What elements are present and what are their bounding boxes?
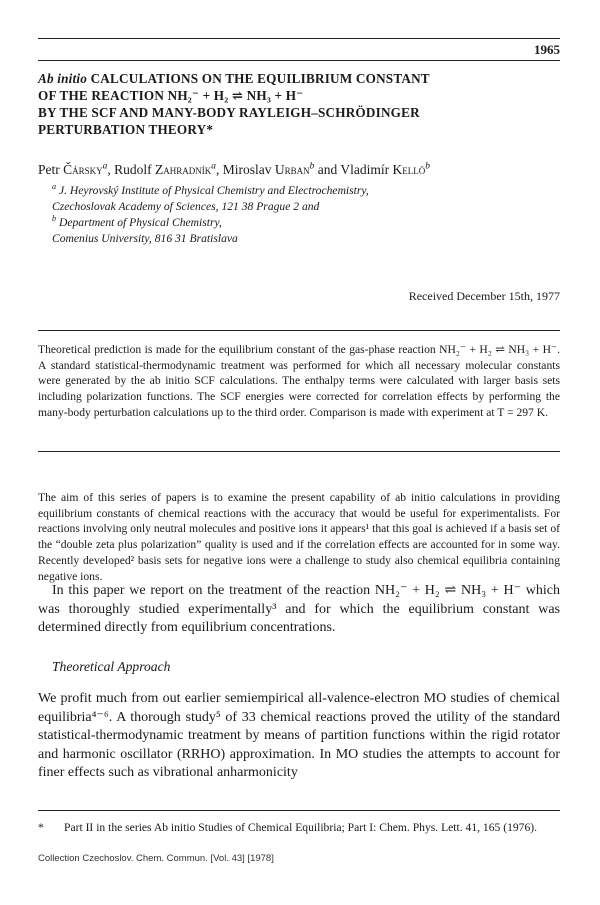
- title-line4: PERTURBATION THEORY*: [38, 122, 214, 137]
- footnote: [38, 820, 560, 836]
- title-line2: OF THE REACTION NH₂⁻ + H₂ ⇌ NH₃ + H⁻: [38, 88, 304, 103]
- author-last: Kellö: [392, 162, 426, 177]
- author-separator: and: [314, 162, 341, 177]
- paper-title: [38, 70, 558, 138]
- author-separator: ,: [107, 162, 115, 177]
- journal-citation: Collection Czechoslov. Chem. Commun. [Vol. 43] [1978]: [38, 853, 274, 864]
- affiliations: [52, 183, 369, 247]
- author-affiliation-mark: a: [102, 161, 108, 172]
- author-affiliation-mark: b: [309, 161, 315, 172]
- author-last: Urban: [274, 162, 310, 177]
- author-first: Vladimír: [340, 162, 390, 177]
- author-separator: ,: [215, 162, 223, 177]
- affiliation-a-line2: Czechoslovak Academy of Sciences, 121 38 Prague 2 and: [52, 200, 320, 213]
- abstract: Theoretical prediction is made for the equilibrium constant of the gas-phase reaction NH₂⁻ + H₂ ⇌ NH₃ + H⁻. A standard statistical-thermodynamic treatment was performed for which all necessary molecular constants were generated by the ab initio SCF calculations. The enthalpy terms were calculated with larger basis sets including polarization functions. The SCF energies were corrected for correlation effects by performing the many-body perturbation calculations up to the third order. Comparison is made with experiment at T = 297 K.: [38, 343, 560, 419]
- abstract-top-rule: [38, 330, 560, 331]
- title-line3: BY THE SCF AND MANY-BODY RAYLEIGH–SCHRÖDINGER: [38, 105, 420, 120]
- body-paragraph-theory: We profit much from out earlier semiempirical all-valence-electron MO studies of chemical equilibria⁴⁻⁶. A thorough study⁵ of 33 chemical reactions proved the utility of the standard statistical-thermodynamic treatment by means of partition functions within the rigid rotator and harmonic oscillator (RRHO) approximation. In MO studies the attempts to account for finer effects such as vibrational anharmonicity: [38, 691, 560, 780]
- author-first: Rudolf: [114, 162, 152, 177]
- author-last: Zahradník: [155, 162, 212, 177]
- intro-paragraph: The aim of this series of papers is to examine the present capability of ab initio calculations in providing equilibrium constants of chemical reactions with the accuracy that would be useful for experimentalists. For reactions involving only neutral molecules and positive ions it appears¹ that this goal is achieved if a basis set of the “double zeta plus polarization” quality is used and if the correlation effects are accounted for in some way. Recently developed² basis sets for negative ions were a challenge to study also chemical equilibria containing negative ions.: [38, 491, 560, 583]
- body-paragraph-text: In this paper we report on the treatment of the reaction NH₂⁻ + H₂ ⇌ NH₃ + H⁻ which was thoroughly studied experimentally³ and for which the equilibrium constant was determined directly from equilibrium concentrations.: [38, 583, 560, 635]
- author-list: [38, 162, 430, 178]
- affiliation-b-line2: Comenius University, 816 31 Bratislava: [52, 232, 238, 245]
- title-italic: Ab initio: [38, 71, 88, 86]
- footnote-mark: *: [38, 821, 44, 834]
- author-first: Miroslav: [222, 162, 272, 177]
- page-number: 1965: [534, 42, 560, 57]
- affiliation-b-line1: Department of Physical Chemistry,: [58, 216, 222, 229]
- affiliation-label-b: b: [52, 214, 57, 224]
- author-first: Petr: [38, 162, 60, 177]
- body-paragraph: [38, 582, 560, 638]
- received-date: Received December 15th, 1977: [408, 289, 560, 303]
- section-heading: Theoretical Approach: [52, 659, 171, 674]
- author-affiliation-mark: a: [211, 161, 216, 172]
- affiliation-a-line1: J. Heyrovský Institute of Physical Chemistry and Electrochemistry,: [58, 184, 369, 197]
- footnote-rule: [38, 810, 560, 811]
- title-line1: CALCULATIONS ON THE EQUILIBRIUM CONSTANT: [90, 71, 430, 86]
- abstract-bottom-rule: [38, 451, 560, 452]
- author-last: Čársky: [63, 162, 103, 177]
- affiliation-label-a: a: [52, 182, 57, 192]
- author-affiliation-mark: b: [425, 161, 430, 172]
- top-rule: [38, 38, 560, 39]
- header-rule: [38, 60, 560, 61]
- footnote-text: Part II in the series Ab initio Studies of Chemical Equilibria; Part I: Chem. Phys. Lett. 41, 165 (1976).: [64, 821, 538, 834]
